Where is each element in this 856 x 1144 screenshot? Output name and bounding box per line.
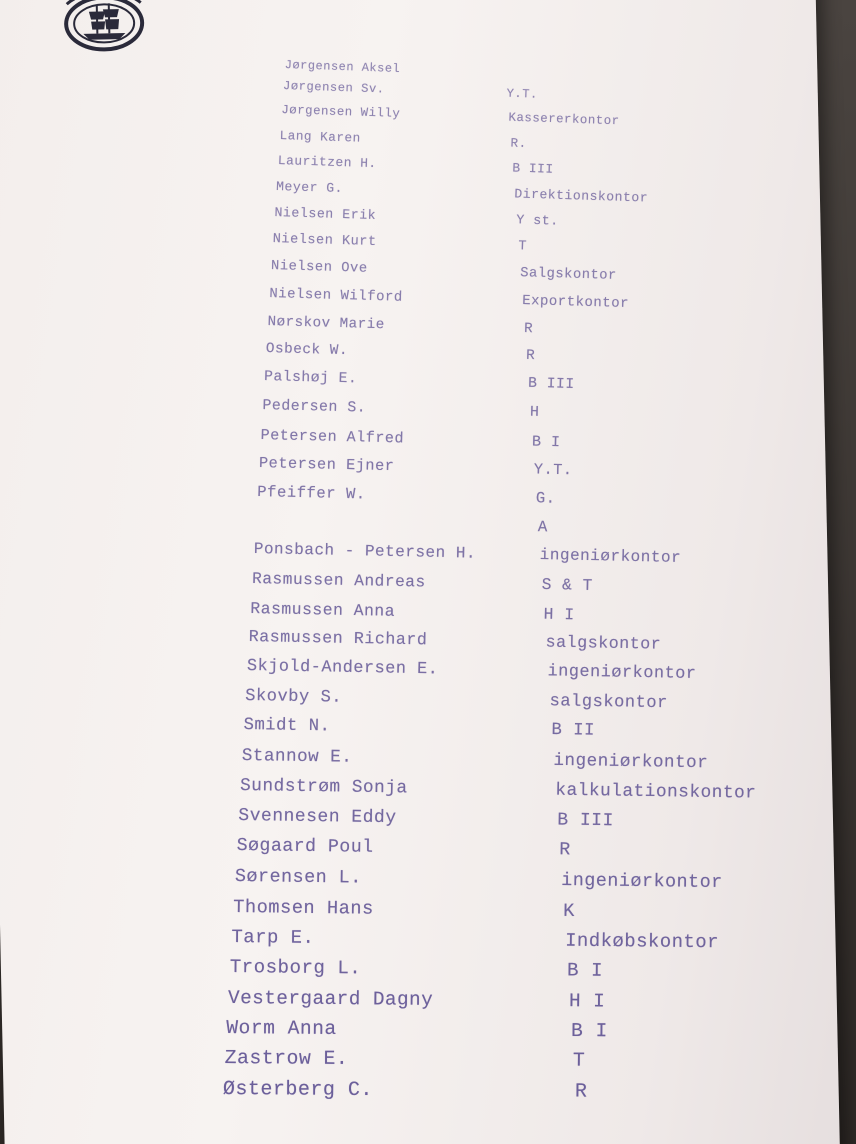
employee-name: Sørensen L.: [234, 865, 362, 889]
employee-name: Rasmussen Anna: [250, 598, 396, 621]
employee-department: Y.T.: [533, 460, 573, 480]
employee-department: ingeniørkontor: [561, 869, 723, 893]
employee-name: Nielsen Ove: [270, 258, 368, 277]
employee-name: Svennesen Eddy: [238, 805, 397, 828]
employee-name: Nielsen Erik: [274, 205, 377, 224]
employee-department: H: [529, 404, 540, 421]
employee-name: Ponsbach - Petersen H.: [253, 540, 477, 564]
employee-name: Meyer G.: [275, 178, 344, 197]
employee-name: Smidt N.: [243, 716, 331, 737]
employee-department: salgskontor: [549, 691, 669, 713]
employee-department: R.: [510, 135, 527, 151]
employee-name: Stannow E.: [241, 745, 353, 768]
employee-name: Rasmussen Richard: [248, 627, 428, 651]
employee-department: B I: [570, 1019, 608, 1043]
employee-name: Vestergaard Dagny: [227, 986, 434, 1011]
employee-department: Exportkontor: [521, 293, 630, 313]
employee-department: kalkulationskontor: [555, 780, 757, 804]
employee-name: Jørgensen Willy: [281, 102, 401, 121]
employee-name: Jørgensen Aksel: [284, 58, 401, 77]
employee-name: Thomsen Hans: [233, 895, 374, 920]
employee-name: Skovby S.: [245, 686, 343, 708]
employee-department: ingeniørkontor: [539, 546, 682, 568]
employee-name: Skjold-Andersen E.: [246, 657, 439, 680]
employee-name: Nielsen Kurt: [272, 231, 377, 251]
employee-name: Søgaard Poul: [236, 835, 374, 858]
employee-department: H I: [543, 604, 575, 624]
employee-name: Zastrow E.: [224, 1047, 349, 1071]
employee-name: Tarp E.: [231, 925, 315, 949]
employee-name: Sundstrøm Sonja: [239, 775, 408, 799]
employee-department: A: [537, 517, 548, 536]
employee-department: H I: [568, 989, 606, 1012]
employee-department: R: [525, 348, 536, 365]
employee-name: Nørskov Marie: [267, 313, 385, 333]
employee-department: G.: [535, 489, 556, 508]
employee-department: R: [559, 839, 571, 860]
employee-department: salgskontor: [545, 633, 662, 655]
employee-department: Kassererkontor: [508, 110, 620, 129]
employee-department: B III: [527, 376, 575, 394]
employee-name: Nielsen Wilford: [269, 286, 403, 306]
employee-department: T: [518, 239, 528, 255]
employee-department: B II: [551, 721, 596, 741]
employee-department: B I: [566, 959, 604, 982]
employee-department: ingeniørkontor: [553, 750, 709, 774]
employee-department: T: [572, 1050, 586, 1073]
employee-department: R: [523, 320, 534, 337]
employee-name: Lauritzen H.: [277, 153, 377, 172]
employee-department: Y.T.: [506, 86, 539, 102]
employee-name: Palshøj E.: [263, 369, 358, 388]
employee-name: Worm Anna: [226, 1016, 337, 1040]
employee-name: Pfeiffer W.: [257, 482, 366, 504]
employee-department: B III: [557, 810, 614, 831]
employee-name: Petersen Alfred: [260, 425, 405, 448]
employee-department: Salgskontor: [520, 266, 617, 284]
employee-name: Osbeck W.: [265, 341, 349, 360]
employee-department: B I: [531, 432, 561, 452]
employee-department: B III: [512, 160, 554, 177]
employee-department: Y st.: [516, 212, 559, 229]
employee-department: K: [563, 899, 576, 922]
employee-name: Pedersen S.: [262, 397, 367, 417]
employee-department: ingeniørkontor: [547, 662, 697, 685]
employee-department: S & T: [541, 575, 593, 595]
employee-name: Petersen Ejner: [258, 454, 395, 476]
employee-name: Jørgensen Sv.: [282, 79, 385, 97]
employee-department: Direktionskontor: [514, 186, 649, 206]
employee-department: R: [574, 1080, 588, 1104]
employee-name: Trosborg L.: [229, 956, 362, 980]
employee-name: Østerberg C.: [222, 1078, 374, 1103]
employee-name: Rasmussen Andreas: [251, 569, 426, 592]
employee-department: Indkøbskontor: [565, 929, 720, 954]
employee-name: Lang Karen: [279, 127, 361, 146]
